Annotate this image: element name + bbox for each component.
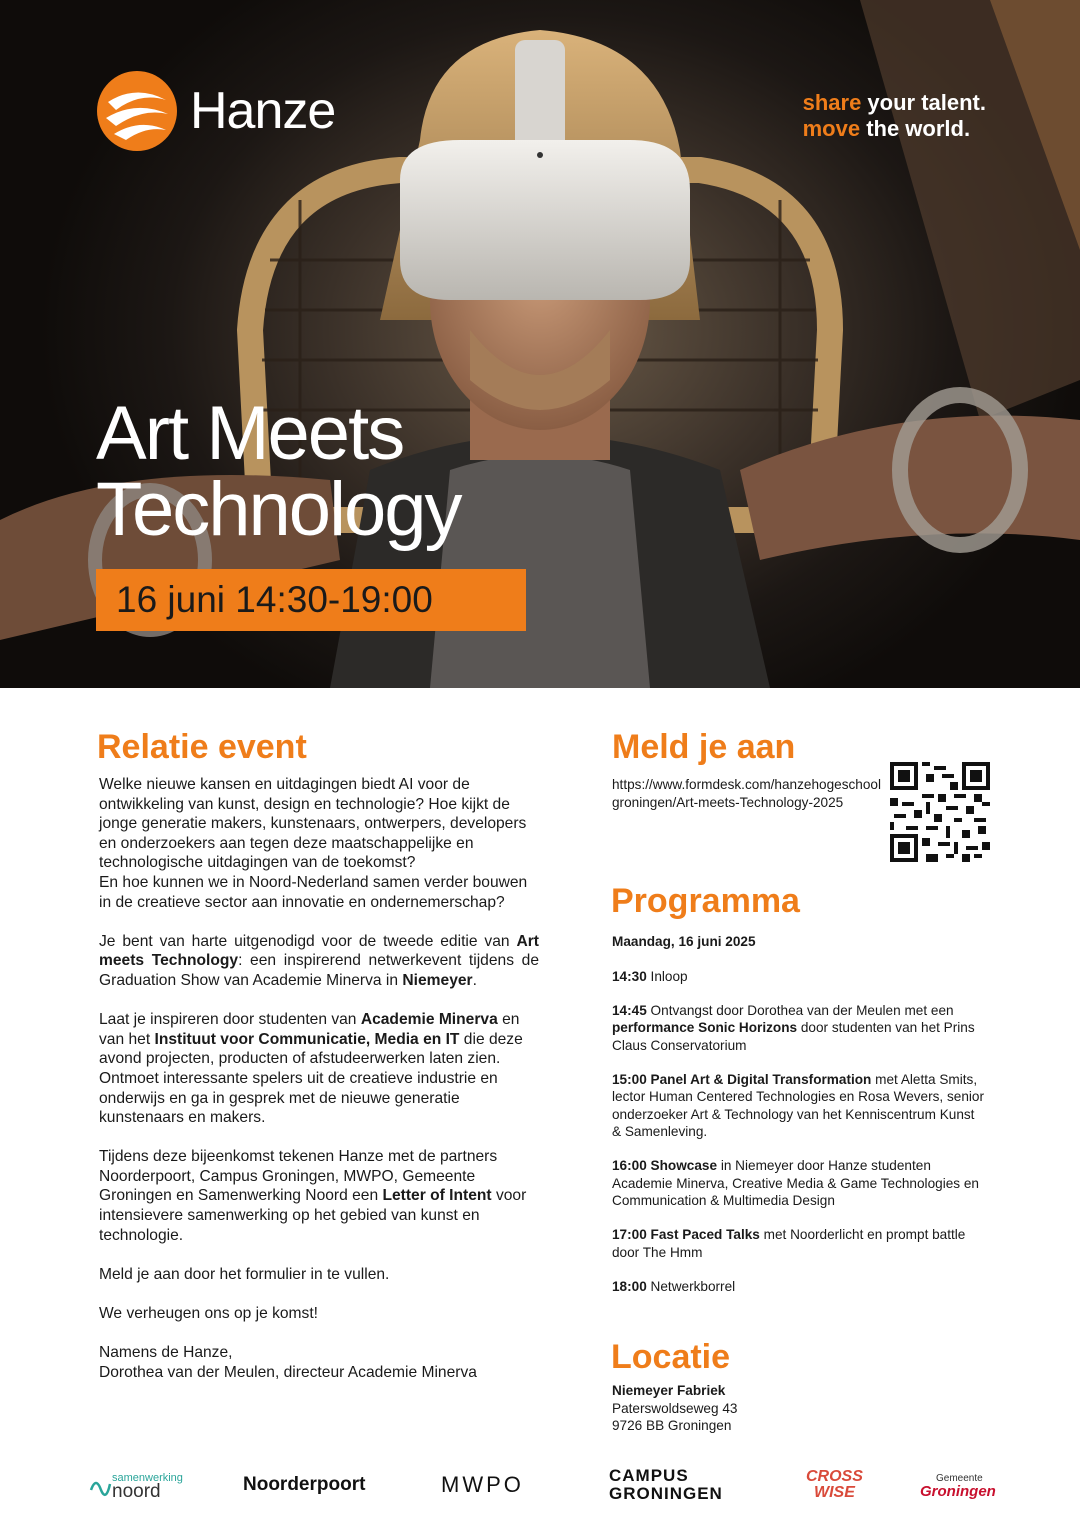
intro-paragraph-6: We verheugen ons op je komst! xyxy=(99,1305,319,1323)
programme-date: Maandag, 16 juni 2025 xyxy=(612,934,756,949)
location-address xyxy=(612,1382,737,1435)
location-heading: Locatie xyxy=(611,1338,731,1376)
slogan-your-talent: your talent. xyxy=(861,90,986,115)
hanze-logo xyxy=(96,70,335,152)
slogan-the-world: the world. xyxy=(860,116,971,141)
noorderpoort-logo: Noorderpoort xyxy=(243,1474,366,1495)
qr-code-icon[interactable] xyxy=(890,762,990,862)
location-street: Paterswoldseweg 43 xyxy=(612,1400,738,1416)
programme-item: 14:45 Ontvangst door Dorothea van der Meulen met een performance Sonic Horizons door studenten van het Prins Claus Conservatorium xyxy=(612,1003,975,1053)
slogan xyxy=(803,90,986,142)
slogan-share: share xyxy=(802,90,862,115)
event-date-time: 16 juni 14:30-19:00 xyxy=(96,569,526,631)
event-title xyxy=(96,391,461,552)
signup-heading: Meld je aan xyxy=(612,728,796,766)
signup-url-link[interactable]: https://www.formdesk.com/hanzehogeschoolgroningen/Art-meets-Technology-2025 xyxy=(612,777,881,810)
programme-item: 17:00 Fast Paced Talks met Noorderlicht en prompt battle door The Hmm xyxy=(612,1227,966,1260)
programme-heading: Programma xyxy=(611,882,800,920)
signature: Namens de Hanze, Dorothea van der Meulen, directeur Academie Minerva xyxy=(99,1344,477,1381)
hanze-logo-mark-icon xyxy=(96,70,178,152)
mwpo-logo: MWPO xyxy=(441,1472,524,1497)
samenwerking-noord-logo: samenwerking noord xyxy=(88,1460,183,1510)
location-city: 9726 BB Groningen xyxy=(612,1418,732,1434)
programme-list xyxy=(612,933,984,1313)
intro-paragraph-5: Meld je aan door het formulier in te vullen. xyxy=(99,1265,390,1283)
intro-paragraph-3: Laat je inspireren door studenten van Academie Minerva en van het Instituut voor Communicatie, Media en IT die deze avond projecten, producten of afstudeerwerken laten zien. Ontmoet interessante spelers uit de creatieve industrie en onderwijs en ga in gesprek met de nieuwe generatie kunstenaars en makers. xyxy=(99,1011,523,1127)
brand-name: Hanze xyxy=(190,82,336,140)
event-title-line2: Technology xyxy=(96,467,461,552)
samenwerking-swoosh-icon xyxy=(88,1470,112,1500)
intro-heading: Relatie event xyxy=(97,728,307,766)
programme-item: 15:00 Panel Art & Digital Transformation met Aletta Smits, lector Human Centered Technologies en Rosa Wevers, senior onderzoeker Art & Technology van het Kenniscentrum Kunst & Samenleving. xyxy=(612,1072,985,1139)
intro-paragraph-2: Je bent van harte uitgenodigd voor de tweede editie van Art meets Technology: een inspirerend netwerkevent tijdens de Graduation Show van Academie Minerva in Niemeyer. xyxy=(99,932,539,989)
gemeente-groningen-logo: Gemeente Groningen xyxy=(920,1473,996,1500)
programme-item: 14:30 Inloop xyxy=(612,968,688,984)
intro-paragraph-1: Welke nieuwe kansen en uitdagingen biedt AI voor de ontwikkeling van kunst, design en technologie? Hoe kijkt de jonge generatie makers, kunstenaars, ontwerpers, developers en onderzoekers aan tegen deze maatschappelijke en technologische uitdagingen van de toekomst? En hoe kunnen we in Noord-Nederland samen verder bouwen in de creatieve sector aan innovatie en ondernemerschap? xyxy=(99,776,528,911)
intro-paragraph-4: Tijdens deze bijeenkomst tekenen Hanze met de partners Noorderpoort, Campus Groningen, MWPO, Gemeente Groningen en Samenwerking Noord een Letter of Intent voor intensievere samenwerking op het gebied van kunst en technologie. xyxy=(99,1148,527,1244)
campus-groningen-logo: CAMPUS GRONINGEN xyxy=(609,1466,723,1503)
intro-body xyxy=(99,775,539,1402)
hero-banner xyxy=(0,0,1080,688)
event-title-line1: Art Meets xyxy=(96,391,404,476)
crosswise-logo: CROSS WISE xyxy=(806,1468,863,1501)
programme-item: 16:00 Showcase in Niemeyer door Hanze studenten Academie Minerva, Creative Media & Game Technologies en Communication & Multimedia Design xyxy=(612,1158,979,1208)
location-name: Niemeyer Fabriek xyxy=(612,1383,726,1398)
partner-logos xyxy=(0,1460,1080,1510)
programme-item: 18:00 Netwerkborrel xyxy=(612,1279,736,1295)
slogan-move: move xyxy=(802,116,861,141)
